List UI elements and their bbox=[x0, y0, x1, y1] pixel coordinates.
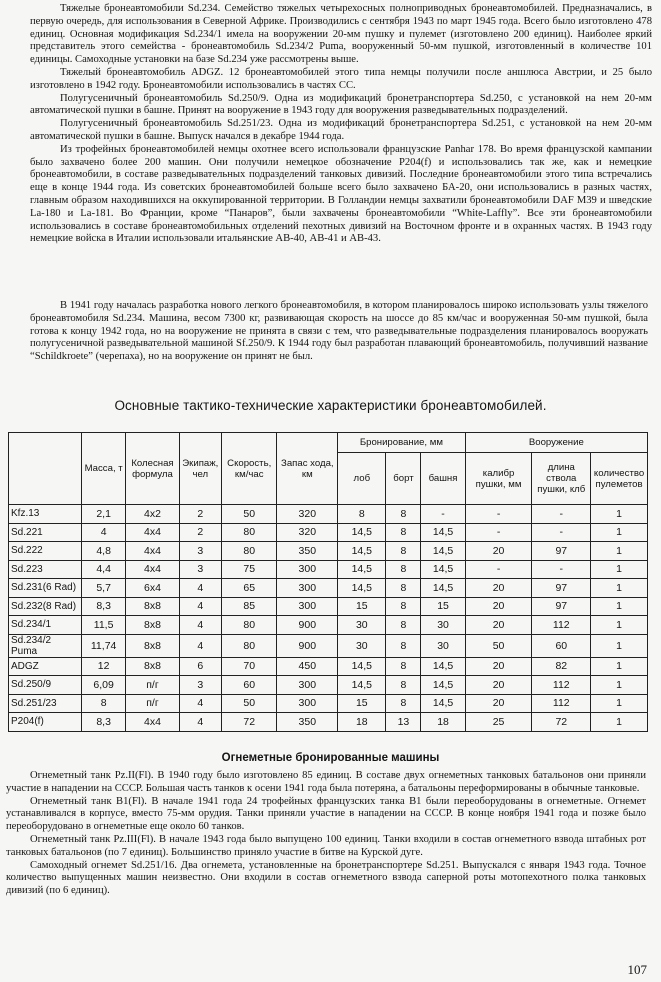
table-cell: 82 bbox=[532, 657, 591, 676]
flame-text-block bbox=[6, 770, 646, 898]
table-cell: 900 bbox=[277, 616, 338, 635]
table-cell: 3 bbox=[179, 542, 221, 561]
vehicle-name-cell: Sd.250/9 bbox=[9, 676, 82, 695]
header-cell: Скорость, км/час bbox=[221, 433, 277, 505]
table-cell: 14,5 bbox=[338, 560, 386, 579]
table-cell: 1 bbox=[591, 597, 648, 616]
table-cell: 2,1 bbox=[82, 505, 126, 524]
table-cell: 11,74 bbox=[82, 634, 126, 657]
table-cell: 300 bbox=[277, 676, 338, 695]
vehicle-name-cell: Sd.234/2 Puma bbox=[9, 634, 82, 657]
table-cell: 72 bbox=[221, 713, 277, 732]
table-row bbox=[9, 676, 648, 695]
table-cell: 350 bbox=[277, 542, 338, 561]
table-cell: 97 bbox=[532, 542, 591, 561]
table-cell: 2 bbox=[179, 523, 221, 542]
table-cell: 20 bbox=[465, 616, 532, 635]
table-cell: 14,5 bbox=[421, 560, 465, 579]
table-cell: 80 bbox=[221, 616, 277, 635]
paragraph: Огнеметный танк B1(Fl). В начале 1941 года 24 трофейных французских танка B1 были переоборудованы в огнеметные. Огнемет устанавливался в корпусе, вместо 75-мм орудия. Танки приняли участие в нападении на СССР. В конце ноября 1941 года и позже было переоборудовано в огнеметные еще около 60 танков. bbox=[6, 795, 646, 833]
table-cell: 8,3 bbox=[82, 597, 126, 616]
table-cell: 70 bbox=[221, 657, 277, 676]
table-cell: 8 bbox=[386, 694, 421, 713]
table-cell: 8 bbox=[386, 579, 421, 598]
table-cell: 14,5 bbox=[338, 579, 386, 598]
table-cell: 4,4 bbox=[82, 560, 126, 579]
table-cell: - bbox=[532, 505, 591, 524]
table-cell: 8 bbox=[386, 597, 421, 616]
table-cell: - bbox=[465, 523, 532, 542]
table-cell: 1 bbox=[591, 579, 648, 598]
table-cell: 4x4 bbox=[126, 523, 179, 542]
table-cell: 14,5 bbox=[421, 542, 465, 561]
table-cell: 15 bbox=[338, 694, 386, 713]
table-cell: 80 bbox=[221, 634, 277, 657]
paragraph: Из трофейных бронеавтомобилей немцы охотнее всего использовали французские Panhar 178. Во время французской кампании было захвачено более 200 машин. Они получили немецкое обозначение P204(f) и использовались так же, как и немецкие бронеавтомобили, в составе разведывательных подразделений танковых дивизий. Последние бронеавтомобили этого типа встречались еще в конце 1944 года. Из советских бронеавтомобилей больше всего было захвачено БА-20, они использовались в разных частях, главным образом находившихся на оккупированной территории. В Голландии немцы захватили бронеавтомобили DAF M39 и шведские La-180 и La-181. Во Франции, кроме “Панаров”, были захвачены бронеавтомобили “White-Laffly”. Все эти бронеавтомобили использовались в составе бронеавтомобильных отделений пехотных дивизий на Восточном фронте и в охранных частях. В 1943 году немецкие войска в Италии использовали итальянские АВ-40, АВ-41 и АВ-43. bbox=[30, 143, 652, 245]
table-cell: 8 bbox=[386, 560, 421, 579]
table-cell: 8,3 bbox=[82, 713, 126, 732]
table-cell: 25 bbox=[465, 713, 532, 732]
table-title: Основные тактико-технические характеристики бронеавтомобилей. bbox=[114, 398, 547, 413]
table-cell: 1 bbox=[591, 657, 648, 676]
table-cell: - bbox=[465, 560, 532, 579]
vehicle-name-cell: Sd.223 bbox=[9, 560, 82, 579]
table-cell: 300 bbox=[277, 694, 338, 713]
table-cell: 6 bbox=[179, 657, 221, 676]
paragraph: Тяжелый бронеавтомобиль ADGZ. 12 бронеавтомобилей этого типа немцы получили после аншлюса Австрии, и 25 было изготовлено в 1942 году. Бронеавтомобили использовались в частях СС. bbox=[30, 66, 652, 91]
paragraph: Огнеметный танк Pz.III(Fl). В начале 1943 года было выпущено 100 единиц. Танки входили в состав огнеметного взвода штабных рот танковых батальонов (по 7 единиц). Большинство приняло участие в битве на Курской дуге. bbox=[6, 833, 646, 858]
table-cell: 900 bbox=[277, 634, 338, 657]
vehicle-name-cell: ADGZ bbox=[9, 657, 82, 676]
table-cell: 30 bbox=[421, 616, 465, 635]
table-cell: 8 bbox=[386, 616, 421, 635]
table-cell: 1 bbox=[591, 616, 648, 635]
table-cell: 60 bbox=[532, 634, 591, 657]
table-cell: 20 bbox=[465, 676, 532, 695]
table-cell: 8x8 bbox=[126, 634, 179, 657]
section-title: Огнеметные бронированные машины bbox=[221, 752, 440, 764]
table-cell: 1 bbox=[591, 634, 648, 657]
table-cell: 4x4 bbox=[126, 713, 179, 732]
table-cell: 14,5 bbox=[421, 657, 465, 676]
table-row bbox=[9, 713, 648, 732]
development-text-block bbox=[30, 300, 648, 364]
table-cell: 4 bbox=[179, 579, 221, 598]
table-cell: 4 bbox=[179, 616, 221, 635]
table-row bbox=[9, 579, 648, 598]
header-cell bbox=[9, 433, 82, 505]
table-cell: 14,5 bbox=[338, 657, 386, 676]
table-cell: 97 bbox=[532, 579, 591, 598]
table-cell: 14,5 bbox=[421, 523, 465, 542]
table-cell: 112 bbox=[532, 616, 591, 635]
table-row bbox=[9, 542, 648, 561]
table-cell: 18 bbox=[421, 713, 465, 732]
table-cell: 8 bbox=[386, 505, 421, 524]
header-cell: количество пулеметов bbox=[591, 453, 648, 505]
table-cell: 14,5 bbox=[421, 676, 465, 695]
table-cell: 8 bbox=[386, 657, 421, 676]
paragraph: Полугусеничный бронеавтомобиль Sd.251/23. Одна из модификаций бронетранспортера Sd.251, с установкой на нем 20-мм автоматической пушки в башне. Выпуск начался в декабре 1944 года. bbox=[30, 118, 652, 142]
header-group: Вооружение bbox=[465, 433, 647, 453]
table-cell: 20 bbox=[465, 694, 532, 713]
table-cell: 1 bbox=[591, 676, 648, 695]
specs-table bbox=[8, 432, 648, 732]
vehicle-name-cell: Sd.222 bbox=[9, 542, 82, 561]
table-cell: п/г bbox=[126, 694, 179, 713]
table-cell: 30 bbox=[421, 634, 465, 657]
table-cell: 8 bbox=[386, 542, 421, 561]
table-cell: 20 bbox=[465, 542, 532, 561]
table-row bbox=[9, 560, 648, 579]
table-cell: 50 bbox=[221, 505, 277, 524]
paragraph: Самоходный огнемет Sd.251/16. Два огнемета, установленные на бронетранспортере Sd.251. Выпускался с января 1943 года. Точное количество выпущенных машин неизвестно. Они входили в состав огнеметного взвода саперной роты мотопехотного полка танковых дивизий (по 6 единиц). bbox=[6, 859, 646, 897]
page-number: 107 bbox=[627, 962, 647, 977]
table-cell: - bbox=[532, 523, 591, 542]
table-cell: 15 bbox=[421, 597, 465, 616]
table-cell: 4 bbox=[179, 713, 221, 732]
table-cell: 11,5 bbox=[82, 616, 126, 635]
table-cell: - bbox=[465, 505, 532, 524]
table-cell: 8 bbox=[338, 505, 386, 524]
header-cell: Масса, т bbox=[82, 433, 126, 505]
table-cell: п/г bbox=[126, 676, 179, 695]
table-cell: 4 bbox=[82, 523, 126, 542]
table-row bbox=[9, 694, 648, 713]
table-cell: 2 bbox=[179, 505, 221, 524]
vehicle-name-cell: P204(f) bbox=[9, 713, 82, 732]
table-cell: 8x8 bbox=[126, 616, 179, 635]
paragraph: В 1941 году началась разработка нового легкого бронеавтомобиля, в котором планировалось широко использовать узлы тяжелого бронеавтомобиля Sd.234. Машина, весом 7300 кг, развивающая скорость на шоссе до 85 км/час и вооруженная 50-мм пушкой, была готова к концу 1942 года, но на вооружение не принята в связи с тем, что разведывательные подразделения планировалось вооружать полугусеничной разведывательной машиной Sf.250/9. К 1944 году был разработан плавающий бронеавтомобиль, получивший название “Schildkroete” (черепаха), но на вооружение он принят не был. bbox=[30, 300, 648, 363]
table-cell: - bbox=[532, 560, 591, 579]
table-cell: 20 bbox=[465, 597, 532, 616]
header-cell: башня bbox=[421, 453, 465, 505]
table-cell: 14,5 bbox=[338, 676, 386, 695]
table-cell: 18 bbox=[338, 713, 386, 732]
table-cell: 14,5 bbox=[421, 579, 465, 598]
header-cell: лоб bbox=[338, 453, 386, 505]
table-row bbox=[9, 634, 648, 657]
table-row bbox=[9, 657, 648, 676]
header-cell: Колесная формула bbox=[126, 433, 179, 505]
table-cell: 60 bbox=[221, 676, 277, 695]
table-cell: 300 bbox=[277, 560, 338, 579]
table-cell: 14,5 bbox=[338, 523, 386, 542]
table-cell: 6x4 bbox=[126, 579, 179, 598]
table-body bbox=[9, 505, 648, 732]
paragraph: Тяжелые бронеавтомобили Sd.234. Семейство тяжелых четырехосных полноприводных бронеавтомобилей. Предназначались, в первую очередь, для использования в Северной Африке. Производились с сентября 1943 по март 1945 года. Всего было изготовлено 478 единиц. Основная модификация Sd.234/1 имела на вооружении 20-мм пушку и пулемет (изготовлено 200 единиц). Наиболее яркий представитель этого семейства - бронеавтомобиль Sd.234/2 Puma, вооруженный 50-мм пушкой, изготовленный в количестве 101 единицы. Самоходные установки на базе Sd.234 уже рассмотрены выше. bbox=[30, 3, 652, 66]
table-cell: 1 bbox=[591, 542, 648, 561]
table-cell: 13 bbox=[386, 713, 421, 732]
table-row bbox=[9, 505, 648, 524]
table-cell: 3 bbox=[179, 676, 221, 695]
table-cell: - bbox=[421, 505, 465, 524]
table-cell: 300 bbox=[277, 579, 338, 598]
vehicle-name-cell: Sd.251/23 bbox=[9, 694, 82, 713]
table-row bbox=[9, 523, 648, 542]
table-cell: 8x8 bbox=[126, 657, 179, 676]
header-cell: Экипаж, чел bbox=[179, 433, 221, 505]
table-cell: 1 bbox=[591, 694, 648, 713]
table-cell: 320 bbox=[277, 523, 338, 542]
table-row bbox=[9, 597, 648, 616]
table-cell: 20 bbox=[465, 657, 532, 676]
table-row bbox=[9, 616, 648, 635]
paragraph: Огнеметный танк Pz.II(Fl). В 1940 году было изготовлено 85 единиц. В составе двух огнеметных танковых батальонов они приняли участие в нападении на СССР. Большая часть танков к осени 1941 года была потеряна, а батальоны переформированы в обычные танковые. bbox=[6, 770, 646, 794]
table-cell: 320 bbox=[277, 505, 338, 524]
table-cell: 8 bbox=[82, 694, 126, 713]
header-cell: длина ствола пушки, клб bbox=[532, 453, 591, 505]
table-cell: 8x8 bbox=[126, 597, 179, 616]
table-cell: 15 bbox=[338, 597, 386, 616]
table-cell: 112 bbox=[532, 694, 591, 713]
table-cell: 8 bbox=[386, 523, 421, 542]
table-cell: 112 bbox=[532, 676, 591, 695]
vehicle-name-cell: Sd.234/1 bbox=[9, 616, 82, 635]
table-cell: 4 bbox=[179, 634, 221, 657]
table-cell: 75 bbox=[221, 560, 277, 579]
table-cell: 14,5 bbox=[421, 694, 465, 713]
header-cell: борт bbox=[386, 453, 421, 505]
vehicle-name-cell: Sd.231(6 Rad) bbox=[9, 579, 82, 598]
table-cell: 1 bbox=[591, 523, 648, 542]
header-cell: калибр пушки, мм bbox=[465, 453, 532, 505]
table-cell: 8 bbox=[386, 634, 421, 657]
table-cell: 4 bbox=[179, 694, 221, 713]
vehicle-name-cell: Kfz.13 bbox=[9, 505, 82, 524]
table-cell: 65 bbox=[221, 579, 277, 598]
table-cell: 97 bbox=[532, 597, 591, 616]
table-cell: 4 bbox=[179, 597, 221, 616]
vehicle-name-cell: Sd.232(8 Rad) bbox=[9, 597, 82, 616]
table-cell: 1 bbox=[591, 505, 648, 524]
header-group: Бронирование, мм bbox=[338, 433, 466, 453]
table-cell: 80 bbox=[221, 523, 277, 542]
table-cell: 50 bbox=[465, 634, 532, 657]
table-cell: 1 bbox=[591, 560, 648, 579]
table-cell: 20 bbox=[465, 579, 532, 598]
header-cell: Запас хода, км bbox=[277, 433, 338, 505]
table-cell: 85 bbox=[221, 597, 277, 616]
table-cell: 80 bbox=[221, 542, 277, 561]
table-cell: 14,5 bbox=[338, 542, 386, 561]
table-cell: 30 bbox=[338, 616, 386, 635]
table-cell: 4x4 bbox=[126, 542, 179, 561]
table-cell: 12 bbox=[82, 657, 126, 676]
table-cell: 450 bbox=[277, 657, 338, 676]
table-cell: 30 bbox=[338, 634, 386, 657]
intro-text-block bbox=[30, 3, 652, 246]
table-cell: 4x4 bbox=[126, 560, 179, 579]
vehicle-name-cell: Sd.221 bbox=[9, 523, 82, 542]
table-cell: 4x2 bbox=[126, 505, 179, 524]
table-cell: 300 bbox=[277, 597, 338, 616]
table-cell: 350 bbox=[277, 713, 338, 732]
table-cell: 1 bbox=[591, 713, 648, 732]
table-cell: 72 bbox=[532, 713, 591, 732]
table-cell: 4,8 bbox=[82, 542, 126, 561]
table-cell: 50 bbox=[221, 694, 277, 713]
table-cell: 3 bbox=[179, 560, 221, 579]
table-cell: 6,09 bbox=[82, 676, 126, 695]
table-cell: 5,7 bbox=[82, 579, 126, 598]
table-cell: 8 bbox=[386, 676, 421, 695]
paragraph: Полугусеничный бронеавтомобиль Sd.250/9. Одна из модификаций бронетранспортера Sd.250, с установкой на нем 20-мм автоматической пушки в башне. Принят на вооружение в 1943 году для вооружения разведывательных подразделений. bbox=[30, 92, 652, 117]
